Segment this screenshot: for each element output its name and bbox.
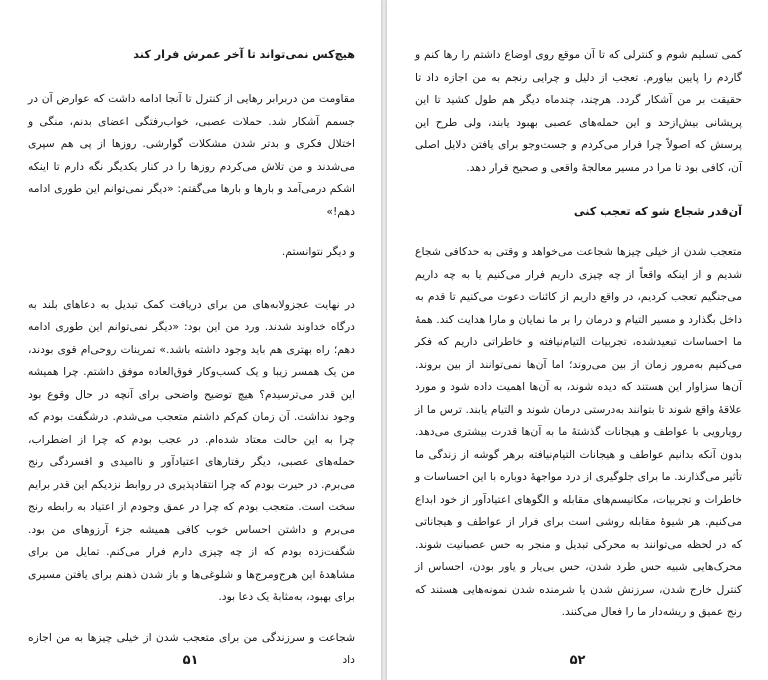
section-heading: هیچ‌کس نمی‌تواند تا آخر عمرش فرار کند <box>133 48 355 61</box>
paragraph: در نهایت عجزولابه‌های من برای دریافت کمک تبدیل به دعاهای بلند به درگاه خداوند شدند. ورد من این بود: «دیگر نمی‌توانم این طوری ادامه دهم؛ راه بهتری هم باید وجود داشته باشد.» تمرینات روحی‌ام قوی بودند، من یک همسر زیبا و یک کسب‌وکار فوق‌العاده موفق داشتم. چرا همیشه این قدر می‌ترسیدم؟ هیچ توضیح واضحی برای آنچه در حال وقوع بود وجود نداشت. آن زمان کم‌کم داشتم متعجب می‌شدم. درشگفت بودم که چرا به این حالت معتاد شده‌ام. در عجب بودم که چرا از اضطراب، حمله‌های عصبی، دیگر رفتارهای اعتیادآور و ناامیدی و افسردگی رنج می‌برم. در حیرت بودم که چرا انتقادپذیری در روابط نزدیکم این قدر برایم سخت است. متعجب بودم که چرا در عمق وجودم از اعتیاد به رابطه رنج می‌برم و داشتن احساس خوب کافی همیشه جزء آرزوهای من بود. شگفت‌زده بودم که از چه چیزی دارم فرار می‌کنم. تمایل من برای مشاهدهٔ این هرج‌ومرج‌ها و شلوغی‌ها و باز شدن ذهنم برای یافتن مسیری برای بهبود، به‌مثابهٔ یک دعا بود. <box>28 297 355 603</box>
paragraph: شجاعت و سرزندگی من برای متعجب شدن از خیلی چیزها به من اجازه داد <box>28 630 355 666</box>
page-number: ۵۱ <box>182 653 199 668</box>
paragraph: متعجب شدن از خیلی چیزها شجاعت می‌خواهد و وقتی به حدکافی شجاع شدیم و از اینکه واقعاً از چه چیزی داریم فرار می‌کنیم یا به چه داریم می‌جنگیم تعجب کردیم، در واقع داریم از کائنات دعوت می‌کنیم تا قدم به داخل بگذارد و مسیر التیام و درمان را بر ما نمایان و مارا هدایت کند. همهٔ ما احساسات تبعیدشده، تجربیات التیام‌نیافته و خاطراتی داریم که فکر می‌کنیم به‌مرور زمان از بین می‌روند؛ اما آن‌ها نمی‌توانند از بین بروند. آن‌ها سزاوار این هستند که دیده شوند، به آن‌ها اهمیت داده شود و مورد علاقهٔ واقع شوند تا بتوانند به‌درستی درمان شوند و التیام یابند. ترس ما از رویارویی با عواطف و هیجانات گذشتهٔ ما به آن‌ها قدرت بیشتری می‌دهد. بدون آنکه بدانیم عواطف و هیجانات التیام‌نیافته برهر گوشه از زندگی ما تأثیر می‌گذارند. ما برای جلوگیری از درد مواجههٔ دوباره با این احساسات و خاطرات و تجربیات، مکانیسم‌های مقابله و الگوهای اعتیادآور از خود ابداع می‌کنیم. هر شیوهٔ مقابله روشی است برای فرار از عواطف و هیجاناتی که در لحظه می‌توانند به محرکی تبدیل و منجر به حس عصبانیت شوند. محرک‌هایی شبیه حس طرد شدن، حس بی‌یار و یاور بودن، احساس از کنترل خارج شدن، سرزنش شدن یا شرمنده شدن نمونه‌هایی هستند که رنج عمیق و ریشه‌دار ما را فعال می‌کنند. <box>415 245 742 618</box>
right-page-content <box>415 44 742 624</box>
left-page <box>0 0 381 680</box>
right-page <box>387 0 768 680</box>
left-page-content <box>28 44 355 672</box>
page-number: ۵۲ <box>569 653 586 668</box>
section-heading: آن‌قدر شجاع شو که تعجب کنی <box>573 205 742 218</box>
paragraph: و دیگر نتوانستم. <box>281 245 355 258</box>
paragraph: مقاومت من دربرابر رهایی از کنترل تا آنجا ادامه داشت که عوارض آن در جسمم آشکار شد. حملات عصبی، خواب‌رفتگی اعضای بدنم، منگی و اختلال فکری و بدتر شدن مشکلات گوارشی. روزها از پی هم سپری می‌شدند و من تلاش می‌کردم روزها را در کنار یکدیگر نگه دارم تا اینکه اشکم درمی‌آمد و بارها و بارها می‌گفتم: «دیگر نمی‌توانم این طوری ادامه دهم!» <box>28 92 355 218</box>
paragraph: کمی تسلیم شوم و کنترلی که تا آن موقع روی اوضاع داشتم را رها کنم و گاردم را پایین بیاورم. تعجب از دلیل و چرایی رنجم به من اجازه داد تا حقیقت بر من آشکار گردد. هرچند، چندماه دیگر هم طول کشید تا این پریشانی بیش‌ازحد و این حمله‌های عصبی بهبود یابند، ولی طرح این پرسش که اصولاً چرا فرار می‌کردم و جست‌وجو برای یافتن دلایل اصلی آن، کافی بود تا مرا در مسیر معالجهٔ واقعی و صحیح قرار دهد. <box>415 48 742 174</box>
